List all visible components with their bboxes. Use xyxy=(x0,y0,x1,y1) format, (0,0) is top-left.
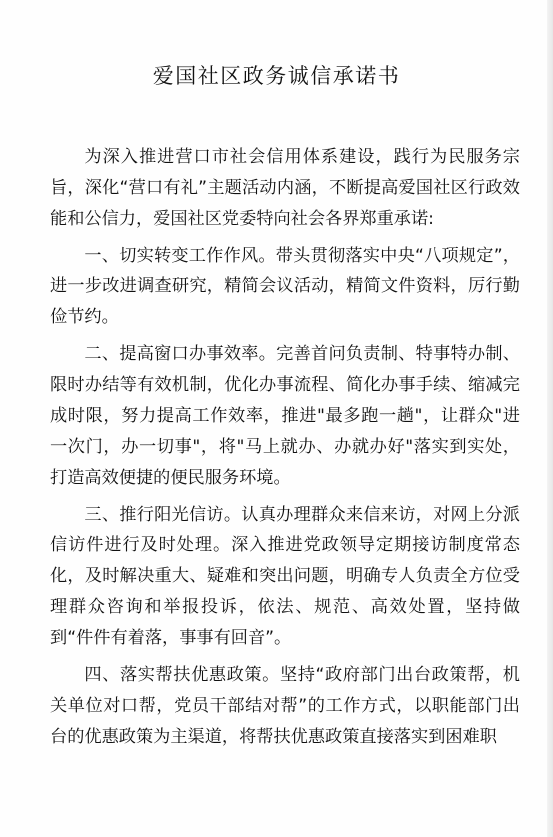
commitment-paragraph-3: 三、推行阳光信访。认真办理群众来信来访，对网上分派信访件进行及时处理。深入推进党政领导定期接访制度常态化，及时解决重大、疑难和突出问题，明确专人负责全方位受理群众咨询和举报投诉，依法、规范、高效处置，坚持做到“件件有着落，事事有回音”。 xyxy=(50,504,520,648)
commitment-paragraph-4: 四、落实帮扶优惠政策。坚持“政府部门出台政策帮，机关单位对口帮，党员干部结对帮”的工作方式，以职能部门出台的优惠政策为主渠道，将帮扶优惠政策直接落实到困难职 xyxy=(50,664,520,747)
intro-paragraph: 为深入推进营口市社会信用体系建设，践行为民服务宗旨，深化“营口有礼”主题活动内涵，不断提高爱国社区行政效能和公信力，爱国社区党委特向社会各界郑重承诺: xyxy=(50,147,520,229)
page-edge-shadow xyxy=(547,0,553,837)
document-body xyxy=(50,142,520,759)
commitment-paragraph-1: 一、切实转变工作作风。带头贯彻落实中央“八项规定”，进一步改进调查研究，精简会议活动，精简文件资料，厉行勤俭节约。 xyxy=(50,245,520,328)
commitment-paragraph-2: 二、提高窗口办事效率。完善首问负责制、特事特办制、限时办结等有效机制，优化办事流程、简化办事手续、缩减完成时限，努力提高工作效率，推进"最多跑一趟"，让群众"进一次门，办一切事"，将"马上就办、办就办好"落实到实处，打造高效便捷的便民服务环境。 xyxy=(50,344,520,488)
document-title: 爱国社区政务诚信承诺书 xyxy=(152,64,401,88)
